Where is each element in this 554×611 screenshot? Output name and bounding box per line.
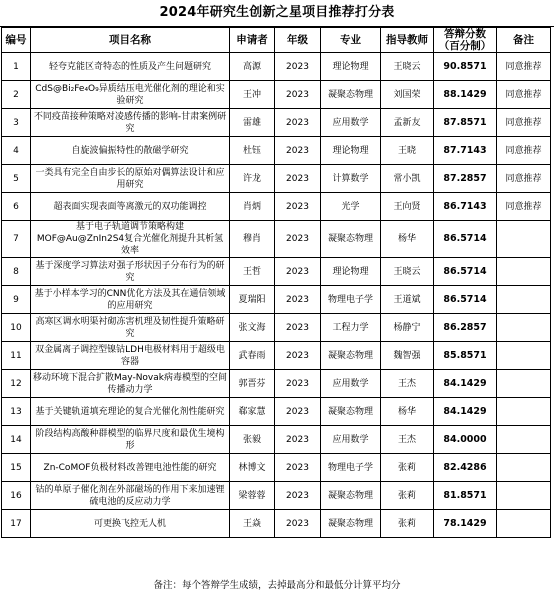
cell-grade: 2023 (275, 342, 321, 370)
score-table (1, 27, 551, 538)
cell-advisor: 王道斌 (381, 286, 434, 314)
cell-score: 85.8571 (434, 342, 497, 370)
cell-no: 14 (2, 426, 31, 454)
cell-major: 物理电子学 (321, 286, 381, 314)
cell-note (497, 510, 551, 538)
header-row (2, 28, 551, 53)
cell-score: 84.0000 (434, 426, 497, 454)
cell-score: 87.7143 (434, 137, 497, 165)
cell-applicant: 穆肖 (230, 221, 275, 258)
cell-project: 高寒区调水明渠衬砌冻害机理及韧性提升策略研究 (31, 314, 230, 342)
cell-no: 10 (2, 314, 31, 342)
cell-major: 计算数学 (321, 165, 381, 193)
cell-major: 凝聚态物理 (321, 398, 381, 426)
table-row (2, 193, 551, 221)
table-row (2, 53, 551, 81)
cell-major: 光学 (321, 193, 381, 221)
cell-no: 15 (2, 454, 31, 482)
header-major: 专业 (321, 28, 381, 53)
cell-project: 钴的单原子催化剂在外部磁场的作用下来加速锂硫电池的反应动力学 (31, 482, 230, 510)
table-row (2, 482, 551, 510)
cell-note: 同意推荐 (497, 193, 551, 221)
cell-project: CdS@Bi₂Fe₄O₉异质结压电光催化剂的理论和实验研究 (31, 81, 230, 109)
cell-no: 3 (2, 109, 31, 137)
cell-grade: 2023 (275, 221, 321, 258)
cell-project: Zn-CoMOF负极材料改善锂电池性能的研究 (31, 454, 230, 482)
cell-note (497, 398, 551, 426)
cell-advisor: 王杰 (381, 426, 434, 454)
cell-applicant: 梁蓉蓉 (230, 482, 275, 510)
cell-note (497, 426, 551, 454)
header-score: 答辩分数（百分制） (434, 28, 497, 53)
cell-major: 理论物理 (321, 258, 381, 286)
cell-applicant: 王冲 (230, 81, 275, 109)
cell-advisor: 张莉 (381, 454, 434, 482)
cell-note (497, 221, 551, 258)
cell-score: 86.7143 (434, 193, 497, 221)
cell-score: 84.1429 (434, 398, 497, 426)
cell-applicant: 张毅 (230, 426, 275, 454)
cell-advisor: 魏智强 (381, 342, 434, 370)
cell-grade: 2023 (275, 398, 321, 426)
header-grade: 年级 (275, 28, 321, 53)
cell-major: 凝聚态物理 (321, 510, 381, 538)
cell-advisor: 王向贤 (381, 193, 434, 221)
cell-grade: 2023 (275, 193, 321, 221)
table-row (2, 109, 551, 137)
cell-no: 16 (2, 482, 31, 510)
table-row (2, 81, 551, 109)
table-row (2, 342, 551, 370)
cell-grade: 2023 (275, 137, 321, 165)
cell-major: 应用数学 (321, 370, 381, 398)
cell-no: 7 (2, 221, 31, 258)
cell-project: 阶段结构高酸种群模型的临界尺度和最优生境构形 (31, 426, 230, 454)
cell-advisor: 王杰 (381, 370, 434, 398)
cell-project: 基于小样本学习的CNN优化方法及其在通信领域的应用研究 (31, 286, 230, 314)
cell-advisor: 张莉 (381, 510, 434, 538)
cell-advisor: 王晓 (381, 137, 434, 165)
cell-grade: 2023 (275, 109, 321, 137)
cell-major: 理论物理 (321, 137, 381, 165)
cell-no: 12 (2, 370, 31, 398)
cell-no: 5 (2, 165, 31, 193)
cell-note: 同意推荐 (497, 137, 551, 165)
cell-advisor: 王晓云 (381, 53, 434, 81)
cell-applicant: 武春雨 (230, 342, 275, 370)
cell-advisor: 刘国荣 (381, 81, 434, 109)
cell-project: 基于关键轨道填充理论的复合光催化剂性能研究 (31, 398, 230, 426)
cell-advisor: 张莉 (381, 482, 434, 510)
cell-note (497, 286, 551, 314)
cell-grade: 2023 (275, 454, 321, 482)
cell-grade: 2023 (275, 370, 321, 398)
cell-project: 双金属离子调控型镍钴LDH电极材料用于超级电容器 (31, 342, 230, 370)
cell-no: 2 (2, 81, 31, 109)
cell-grade: 2023 (275, 258, 321, 286)
table-row (2, 454, 551, 482)
cell-no: 17 (2, 510, 31, 538)
cell-project: 轻夸克能区奇特态的性质及产生问题研究 (31, 53, 230, 81)
cell-grade: 2023 (275, 314, 321, 342)
cell-applicant: 王哲 (230, 258, 275, 286)
cell-no: 1 (2, 53, 31, 81)
header-project: 项目名称 (31, 28, 230, 53)
table-row (2, 286, 551, 314)
cell-major: 应用数学 (321, 109, 381, 137)
cell-score: 86.5714 (434, 221, 497, 258)
cell-grade: 2023 (275, 53, 321, 81)
cell-applicant: 郗家慧 (230, 398, 275, 426)
table-row (2, 510, 551, 538)
cell-no: 13 (2, 398, 31, 426)
cell-score: 86.5714 (434, 258, 497, 286)
cell-advisor: 王晓云 (381, 258, 434, 286)
cell-project: 基于深度学习算法对强子形状因子分布行为的研究 (31, 258, 230, 286)
cell-note (497, 370, 551, 398)
cell-score: 86.5714 (434, 286, 497, 314)
table-row (2, 426, 551, 454)
cell-project: 移动环境下混合扩散May-Novak病毒模型的空间传播动力学 (31, 370, 230, 398)
cell-score: 81.8571 (434, 482, 497, 510)
table-row (2, 137, 551, 165)
cell-no: 9 (2, 286, 31, 314)
table-row (2, 165, 551, 193)
table-row (2, 314, 551, 342)
cell-project: 超表面实现表面等离激元的双功能调控 (31, 193, 230, 221)
cell-note (497, 314, 551, 342)
cell-note: 同意推荐 (497, 81, 551, 109)
footer-note: 备注：每个答辩学生成绩，去掉最高分和最低分计算平均分 (153, 580, 401, 591)
cell-project: 基于电子轨道调节策略构建MOF@Au@ZnIn2S4复合光催化剂提升其析氢效率 (31, 221, 230, 258)
cell-grade: 2023 (275, 510, 321, 538)
cell-no: 6 (2, 193, 31, 221)
cell-applicant: 林博文 (230, 454, 275, 482)
cell-applicant: 雷雄 (230, 109, 275, 137)
cell-note: 同意推荐 (497, 109, 551, 137)
cell-no: 4 (2, 137, 31, 165)
cell-score: 82.4286 (434, 454, 497, 482)
cell-applicant: 高源 (230, 53, 275, 81)
cell-no: 11 (2, 342, 31, 370)
cell-grade: 2023 (275, 81, 321, 109)
cell-advisor: 杨华 (381, 221, 434, 258)
cell-major: 凝聚态物理 (321, 482, 381, 510)
cell-note (497, 482, 551, 510)
cell-applicant: 郭晋芬 (230, 370, 275, 398)
header-advisor: 指导教师 (381, 28, 434, 53)
cell-applicant: 夏瑞阳 (230, 286, 275, 314)
table-row (2, 258, 551, 286)
cell-advisor: 杨静宁 (381, 314, 434, 342)
cell-project: 自旋波偏振特性的散磁学研究 (31, 137, 230, 165)
cell-grade: 2023 (275, 165, 321, 193)
cell-major: 凝聚态物理 (321, 81, 381, 109)
cell-major: 应用数学 (321, 426, 381, 454)
table-row (2, 370, 551, 398)
cell-project: 不同疫苗接种策略对凌感传播的影响-甘肃案例研究 (31, 109, 230, 137)
cell-note: 同意推荐 (497, 53, 551, 81)
cell-major: 物理电子学 (321, 454, 381, 482)
cell-advisor: 常小凯 (381, 165, 434, 193)
cell-score: 87.2857 (434, 165, 497, 193)
cell-note (497, 342, 551, 370)
cell-major: 理论物理 (321, 53, 381, 81)
cell-applicant: 张文海 (230, 314, 275, 342)
cell-score: 84.1429 (434, 370, 497, 398)
cell-score: 90.8571 (434, 53, 497, 81)
cell-major: 凝聚态物理 (321, 342, 381, 370)
cell-note (497, 258, 551, 286)
table-row (2, 221, 551, 258)
cell-applicant: 王焱 (230, 510, 275, 538)
cell-grade: 2023 (275, 482, 321, 510)
cell-score: 88.1429 (434, 81, 497, 109)
header-note: 备注 (497, 28, 551, 53)
cell-project: 可更换飞控无人机 (31, 510, 230, 538)
cell-score: 78.1429 (434, 510, 497, 538)
cell-note (497, 454, 551, 482)
cell-advisor: 孟新友 (381, 109, 434, 137)
cell-applicant: 肖炳 (230, 193, 275, 221)
cell-grade: 2023 (275, 286, 321, 314)
cell-major: 凝聚态物理 (321, 221, 381, 258)
cell-score: 87.8571 (434, 109, 497, 137)
cell-applicant: 许龙 (230, 165, 275, 193)
cell-note: 同意推荐 (497, 165, 551, 193)
cell-applicant: 杜钰 (230, 137, 275, 165)
header-applicant: 申请者 (230, 28, 275, 53)
sheet-title: 2024年研究生创新之星项目推荐打分表 (0, 0, 554, 27)
cell-major: 工程力学 (321, 314, 381, 342)
header-no: 编号 (2, 28, 31, 53)
cell-advisor: 杨华 (381, 398, 434, 426)
cell-no: 8 (2, 258, 31, 286)
cell-project: 一类具有完全自由步长的原始对偶算法设计和应用研究 (31, 165, 230, 193)
table-row (2, 398, 551, 426)
cell-score: 86.2857 (434, 314, 497, 342)
cell-grade: 2023 (275, 426, 321, 454)
